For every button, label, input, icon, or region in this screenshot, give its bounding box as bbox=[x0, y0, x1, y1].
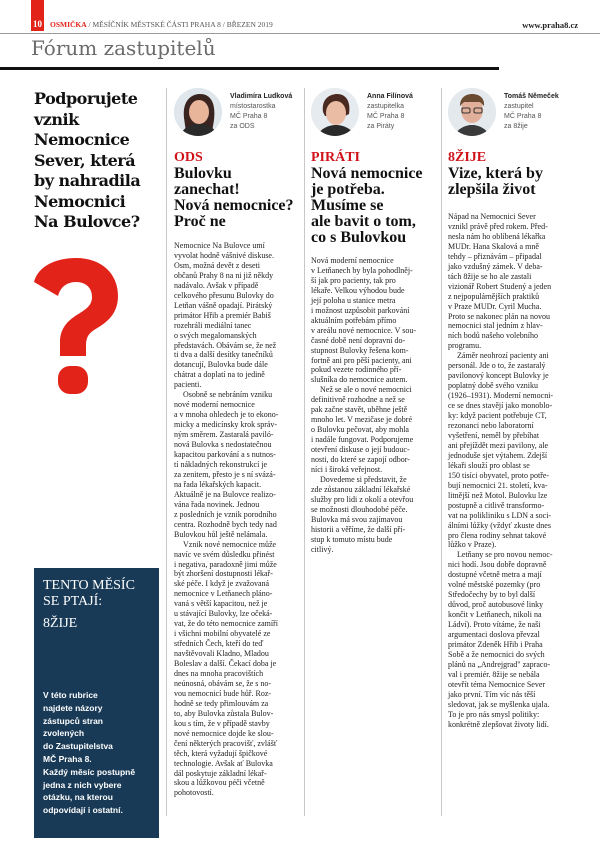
info-kicker bbox=[43, 578, 155, 610]
text-line: vat, že do této nemocnice zamíří bbox=[174, 619, 278, 629]
text-line: nemocnici stal jedním z hlav- bbox=[448, 321, 543, 331]
forum-question bbox=[34, 89, 164, 233]
blurb-line: zvolených bbox=[43, 728, 85, 739]
text-line: i nadále fungovat. Podporujeme bbox=[311, 435, 414, 445]
text-line: otevřít téma Nemocnice Sever bbox=[448, 679, 546, 689]
text-line: Osobně se nebráním vzniku bbox=[183, 390, 273, 400]
text-line: vaná s větší kapacitou, než je bbox=[174, 599, 268, 609]
text-line: stup k tomuto místu bude bbox=[311, 534, 393, 544]
author-info bbox=[367, 92, 443, 132]
text-line: ani přejíždět mezi pavilony, ale bbox=[448, 440, 549, 450]
text-line: v Praze MUDr. Cyril Mucha. bbox=[448, 301, 542, 311]
text-line: centra. Rozhodně bych tedy nad bbox=[174, 519, 277, 529]
issue-info: / MĚSÍČNÍK MĚSTSKÉ ČÁSTI PRAHA 8 / BŘEZEN 2019 bbox=[86, 20, 273, 29]
text-line: nici hodí. Jsou dobře dopravně bbox=[448, 560, 547, 570]
text-line: jako vzdušný zámek. V deba- bbox=[448, 261, 543, 271]
author-info bbox=[230, 92, 306, 132]
text-line: bují nemocnici 21. století, kva- bbox=[448, 480, 548, 490]
party-label: 8ŽIJE bbox=[448, 150, 487, 165]
text-line: na řada lékařských kapacit. bbox=[174, 479, 262, 489]
text-line: tách 8žije se ho ale zastali bbox=[448, 271, 532, 281]
portrait-woman-icon bbox=[174, 88, 222, 136]
party-label: ODS bbox=[174, 150, 203, 165]
text-line: hodně se tedy přimlouvám za bbox=[174, 698, 269, 708]
party-label: PIRÁTI bbox=[311, 150, 361, 165]
blurb-line: najdete názory bbox=[43, 702, 103, 713]
brand-name: OSMIČKA bbox=[50, 20, 87, 29]
text-line: Osm, možná devět z deseti bbox=[174, 260, 260, 270]
text-line: argumentaci doslova převzal bbox=[448, 630, 540, 640]
text-line: ních bodů našeho volebního bbox=[448, 331, 538, 341]
headline-line: co s Bulovkou bbox=[311, 229, 407, 246]
text-line: časné době není dopravní do- bbox=[311, 335, 406, 345]
text-line: za zenitem, přesto je s ní svázá- bbox=[174, 469, 276, 479]
text-line: Bulovkou hůl ještě nelámala. bbox=[174, 529, 268, 539]
headline-line: zlepšila život bbox=[448, 181, 536, 198]
question-line: Nemocnice bbox=[34, 130, 130, 149]
text-line: pokud vezete rodinného pří- bbox=[311, 365, 402, 375]
author-info bbox=[504, 92, 580, 132]
header-divider bbox=[0, 33, 600, 34]
author-district: MČ Praha 8 bbox=[230, 113, 268, 120]
article-headline bbox=[311, 166, 423, 246]
text-line: vizionář Robert Studený a jeden bbox=[448, 281, 552, 291]
text-line: jako první. Tím víc nás těší bbox=[448, 689, 536, 699]
article-paragraph bbox=[448, 212, 588, 351]
text-line: lékaře. Velkou výhodou bude bbox=[311, 285, 405, 295]
portrait-man-icon bbox=[448, 88, 496, 136]
blurb-line: odpovídají i ostatní. bbox=[43, 805, 123, 816]
asking-party: 8ŽIJE bbox=[43, 616, 78, 631]
headline-line: Musíme se bbox=[311, 197, 384, 214]
question-line: Sever, která bbox=[34, 150, 136, 170]
text-line: celkového přesunu Bulovky do bbox=[174, 290, 274, 300]
text-line: Boleslav a další. Čekací doba je bbox=[174, 659, 277, 669]
section-title: Fórum zastupitelů bbox=[31, 36, 216, 60]
article-body bbox=[174, 241, 300, 798]
text-line: a v mnoha ohledech je to ekono- bbox=[174, 410, 279, 420]
column-divider bbox=[166, 88, 167, 816]
text-line: níci i široká veřejnost. bbox=[311, 465, 383, 475]
blurb-line: V této rubrice bbox=[43, 690, 98, 700]
info-box bbox=[34, 568, 159, 838]
author-role: místostarostka bbox=[230, 103, 276, 110]
text-line: dál poskytuje základní lékař- bbox=[174, 768, 267, 778]
headline-line: Nová nemocnice? bbox=[174, 197, 294, 214]
text-line: to, aby Bulovka zůstala Bulov- bbox=[174, 708, 274, 718]
text-line: nová Bulovka s nedostatečnou bbox=[174, 440, 272, 450]
text-line: neúnosná, obávám se, že s no- bbox=[174, 678, 272, 688]
text-line: Sobě a že nemocnici do svých bbox=[448, 649, 545, 659]
article-body bbox=[311, 256, 437, 555]
text-line: být zhoršení dostupnosti lékař- bbox=[174, 569, 273, 579]
text-line: u stávající Bulovky, lze očeká- bbox=[174, 609, 273, 619]
text-line: kapacitou parkování a s nutnos- bbox=[174, 450, 276, 460]
headline-line: Proč ne bbox=[174, 213, 226, 230]
text-line: rezonanci nebo laboratorní bbox=[448, 421, 534, 431]
headline-line: ale bavit o tom, bbox=[311, 213, 416, 230]
text-line: nové nemocnice dojde ke slou- bbox=[174, 728, 274, 738]
kicker-line: TENTO MĚSÍC bbox=[43, 578, 135, 593]
author-district: MČ Praha 8 bbox=[367, 113, 405, 120]
text-line: vznikl právě před rokem. Před- bbox=[448, 221, 548, 231]
text-line: ným směrem. Zastaralá paviló- bbox=[174, 430, 274, 440]
text-line: 150 tisíci obyvatel, proto potře- bbox=[448, 470, 550, 480]
text-line: nesla nám ho oblíbená lékařka bbox=[448, 231, 546, 241]
site-url-link[interactable]: www.praha8.cz bbox=[522, 20, 578, 30]
author-affiliation: za 8žije bbox=[504, 123, 528, 130]
text-line: nové moderní nemocnice bbox=[174, 400, 255, 410]
text-line: Letňan vášně opadají. Pirátský bbox=[174, 300, 273, 310]
text-line: pro člena rodiny sehnat takové bbox=[448, 530, 547, 540]
author-affiliation: za Piráty bbox=[367, 123, 395, 130]
text-line: představách. Obávám se, že než bbox=[174, 340, 277, 350]
text-line: středních Čech, kteří do teď bbox=[174, 639, 264, 649]
question-line: by nahradila bbox=[34, 171, 141, 190]
text-line: služby pro lidi z okolí a otevřou bbox=[311, 494, 414, 504]
text-line: těch, která vyžadují špičkové bbox=[174, 748, 268, 758]
column-divider bbox=[304, 88, 305, 816]
text-line: citlivý. bbox=[311, 544, 334, 554]
text-line: sledovat, jak se myšlenka ujala. bbox=[448, 699, 550, 709]
text-line: v areálu nové nemocnice. V sou- bbox=[311, 325, 417, 335]
text-line: skou a lůžkovou péči včetně bbox=[174, 778, 265, 788]
text-line: Bulovka má svou zajímavou bbox=[311, 514, 403, 524]
text-line: její poloha u stanice metra bbox=[311, 295, 396, 305]
text-line: dotancují, Bulovka bude dále bbox=[174, 360, 268, 370]
headline-line: je potřeba. bbox=[311, 181, 385, 198]
text-line: otevření diskuse o její budouc- bbox=[311, 445, 410, 455]
blurb-line: Každý měsíc postupně bbox=[43, 766, 136, 777]
headline-line: zanechat! bbox=[174, 181, 240, 198]
text-line: i všichni mobilní obyvatelé ze bbox=[174, 629, 271, 639]
text-line: v Letňanech by byla pohodlněj- bbox=[311, 265, 413, 275]
text-line: Ládví). Proto vítáme, že naši bbox=[448, 620, 541, 630]
author-role: zastupitel bbox=[504, 103, 534, 110]
text-line: plánů na „Andrejgrad" zapraco- bbox=[448, 659, 551, 669]
text-line: postupně a citlivě transformo- bbox=[448, 500, 545, 510]
text-line: nadávalo. Avšak v případě bbox=[174, 280, 259, 290]
text-line: vyšetření, neměl by přebíhat bbox=[448, 430, 540, 440]
article-paragraph bbox=[174, 241, 300, 390]
author-role: zastupitelka bbox=[367, 103, 404, 110]
blurb-line: MČ Praha 8. bbox=[43, 753, 92, 764]
text-line: Dovedeme si představit, že bbox=[320, 474, 407, 484]
text-line: pak začne stavět, uběhne ještě bbox=[311, 405, 408, 415]
text-line: primátor Zdeněk Hřib i Praha bbox=[448, 639, 543, 649]
avatar bbox=[448, 88, 496, 136]
text-line: Středočechy by to byl další bbox=[448, 590, 536, 600]
text-line: historii a věříme, že další pří- bbox=[311, 524, 406, 534]
text-line: Nemocnice Na Bulovce umí bbox=[174, 241, 265, 250]
article-paragraph bbox=[311, 475, 437, 555]
article-paragraph bbox=[448, 351, 588, 550]
text-line: álními lůžky (vždyť zkuste dnes bbox=[448, 520, 551, 530]
text-line: jednoduše sjet výtahem. Zdejší bbox=[448, 450, 548, 460]
text-line: kou s tím, že v případě stavby bbox=[174, 718, 270, 728]
article-body bbox=[448, 212, 588, 730]
author-affiliation: za ODS bbox=[230, 123, 255, 130]
text-line: stupnost Bulovky řešena kom- bbox=[311, 345, 409, 355]
text-line: aktuálním potřebám přímo bbox=[311, 315, 397, 325]
text-line: technologie. Avšak ať Bulovka bbox=[174, 758, 273, 768]
author-name: Vladimíra Ludková bbox=[230, 93, 293, 100]
text-line: navíc ve svém důsledku přinést bbox=[174, 549, 275, 559]
text-line: Nová moderní nemocnice bbox=[311, 256, 394, 265]
text-line: dnes na mnoha pracovištích bbox=[174, 668, 264, 678]
text-line: z posledních je vznik porodního bbox=[174, 509, 277, 519]
blurb-line: jedna z nich vybere bbox=[43, 779, 122, 790]
text-line: To je pro nás smysl politiky: bbox=[448, 709, 540, 719]
text-line: tehdy – přiznávám – připadal bbox=[448, 251, 542, 261]
avatar bbox=[311, 88, 359, 136]
article-paragraph bbox=[311, 385, 437, 475]
text-line: vou nemocnicí bude hůř. Roz- bbox=[174, 688, 272, 698]
article-headline bbox=[448, 166, 543, 198]
text-line: Aktuálně je na Bulovce realizo- bbox=[174, 489, 276, 499]
author-name: Anna Filínová bbox=[367, 93, 413, 100]
text-line: MUDr. Hana Skalová a mně bbox=[448, 241, 539, 251]
text-line: fortně ani pro pěší pacienty, ani bbox=[311, 355, 412, 365]
text-line: litnější než Motol. Bulovku lze bbox=[448, 490, 548, 500]
text-line: zde zůstanou základní lékařské bbox=[311, 484, 411, 494]
text-line: i negativa, paradoxně jimi může bbox=[174, 559, 277, 569]
text-line: lůžko v Praze). bbox=[448, 540, 497, 550]
text-line: nosti, do které se zapojí odbor- bbox=[311, 455, 410, 465]
text-line: končit v Letňanech, nikoli na bbox=[448, 610, 542, 620]
headline-line: Nová nemocnice bbox=[311, 165, 423, 182]
text-line: vyvolat hodně vášnivé diskuse. bbox=[174, 250, 274, 260]
text-line: dostupné včetně metra a mají bbox=[448, 570, 542, 580]
article-headline bbox=[174, 166, 294, 230]
text-line: čení některých pracovišť, zvlášť bbox=[174, 738, 278, 748]
text-line: občanů Prahy 8 na ni již někdy bbox=[174, 270, 274, 280]
article-paragraph bbox=[311, 256, 437, 385]
column-divider bbox=[441, 88, 442, 816]
question-line: vznik bbox=[34, 109, 79, 129]
text-line: volné městské pozemky (pro bbox=[448, 580, 541, 590]
text-line: ti dva a další desítky tanečníků bbox=[174, 350, 273, 360]
text-line: z nejpopulárnějších praktiků bbox=[448, 291, 540, 301]
text-line: Letňany se pro novou nemoc- bbox=[457, 550, 553, 560]
text-line: ky: když pacient potřebuje CT, bbox=[448, 411, 547, 421]
text-line: micky a medicínsky krok správ- bbox=[174, 420, 278, 430]
text-line: navštěvovali Kladno, Mladou bbox=[174, 649, 269, 659]
text-line: vat na polikliniku s LDN a soci- bbox=[448, 510, 552, 520]
text-line: Záměr neohrozí pacienty ani bbox=[457, 351, 549, 361]
headline-line: Bulovku bbox=[174, 165, 232, 182]
text-line: tí nákladných rekonstrukcí je bbox=[174, 459, 268, 469]
text-line: Vznik nové nemocnice může bbox=[183, 539, 277, 549]
text-line: primátor Hřib a premiér Babiš bbox=[174, 310, 271, 320]
author-name: Tomáš Němeček bbox=[504, 93, 559, 100]
text-line: nemocnice v Letňanech pláno- bbox=[174, 589, 273, 599]
text-line: Než se ale o nové nemocnici bbox=[320, 385, 412, 395]
kicker-line: SE PTAJÍ: bbox=[43, 594, 103, 609]
article-paragraph bbox=[174, 540, 300, 799]
article-paragraph bbox=[174, 390, 300, 539]
text-line: pavilonový koncept Bulovky je bbox=[448, 371, 549, 381]
text-line: (1926–1931). Moderní nemocni- bbox=[448, 391, 554, 401]
text-line: Proto se nakonec plán na novou bbox=[448, 311, 550, 321]
question-mark-icon bbox=[30, 258, 130, 408]
text-line: personál. Jde o to, že zastaralý bbox=[448, 361, 546, 371]
article-paragraph bbox=[448, 550, 588, 729]
text-line: důvod, proč autobusové linky bbox=[448, 600, 544, 610]
text-line: definitivně rozhodne a než se bbox=[311, 395, 405, 405]
text-line: pacienti. bbox=[174, 380, 202, 390]
text-line: se možnosti dlouhodobé péče. bbox=[311, 504, 408, 514]
text-line: o Bulovku pečovat, aby mohla bbox=[311, 425, 409, 435]
portrait-woman-icon bbox=[311, 88, 359, 136]
text-line: o svých megalomanských bbox=[174, 330, 257, 340]
text-line: slušníka do nemocnice autem. bbox=[311, 375, 408, 385]
text-line: lékaři slouží pro oblast se bbox=[448, 460, 530, 470]
text-line: mnoho let. V mezičase je dobré bbox=[311, 415, 413, 425]
text-line: val i premiér. 8žije se nebála bbox=[448, 669, 540, 679]
question-line: Nemocnici bbox=[34, 191, 126, 211]
text-line: Nápad na Nemocnici Sever bbox=[448, 212, 536, 221]
blurb-line: zástupců stran bbox=[43, 715, 103, 726]
text-line: rozehráli mediální tanec bbox=[174, 320, 252, 330]
text-line: chátrat a doplatí na to jedině bbox=[174, 370, 265, 380]
author-district: MČ Praha 8 bbox=[504, 113, 542, 120]
blurb-line: do Zastupitelstva bbox=[43, 741, 113, 752]
text-line: programu. bbox=[448, 341, 482, 351]
page-number: 10 bbox=[33, 19, 42, 29]
info-blurb bbox=[43, 689, 155, 817]
text-line: ší jak pro pacienty, tak pro bbox=[311, 275, 396, 285]
headline-line: Vize, která by bbox=[448, 165, 543, 182]
text-line: ce se dnes stavějí jako monoblo- bbox=[448, 401, 553, 411]
text-line: pohotovostí. bbox=[174, 788, 214, 798]
text-line: vána řada novinek. Jednou bbox=[174, 499, 260, 509]
text-line: poplatný době svého vzniku bbox=[448, 381, 538, 391]
text-line: konkrétně zlepšovat životy lidí. bbox=[448, 719, 549, 729]
running-head bbox=[50, 20, 273, 29]
text-line: i možnost uzpůsobit parkování bbox=[311, 305, 410, 315]
question-line: Podporujete bbox=[34, 89, 138, 108]
blurb-line: otázku, na kterou bbox=[43, 792, 113, 803]
section-divider bbox=[0, 67, 499, 70]
text-line: ské péče. I když je zvažovaná bbox=[174, 579, 270, 589]
avatar bbox=[174, 88, 222, 136]
question-line: Na Bulovce? bbox=[34, 212, 140, 231]
